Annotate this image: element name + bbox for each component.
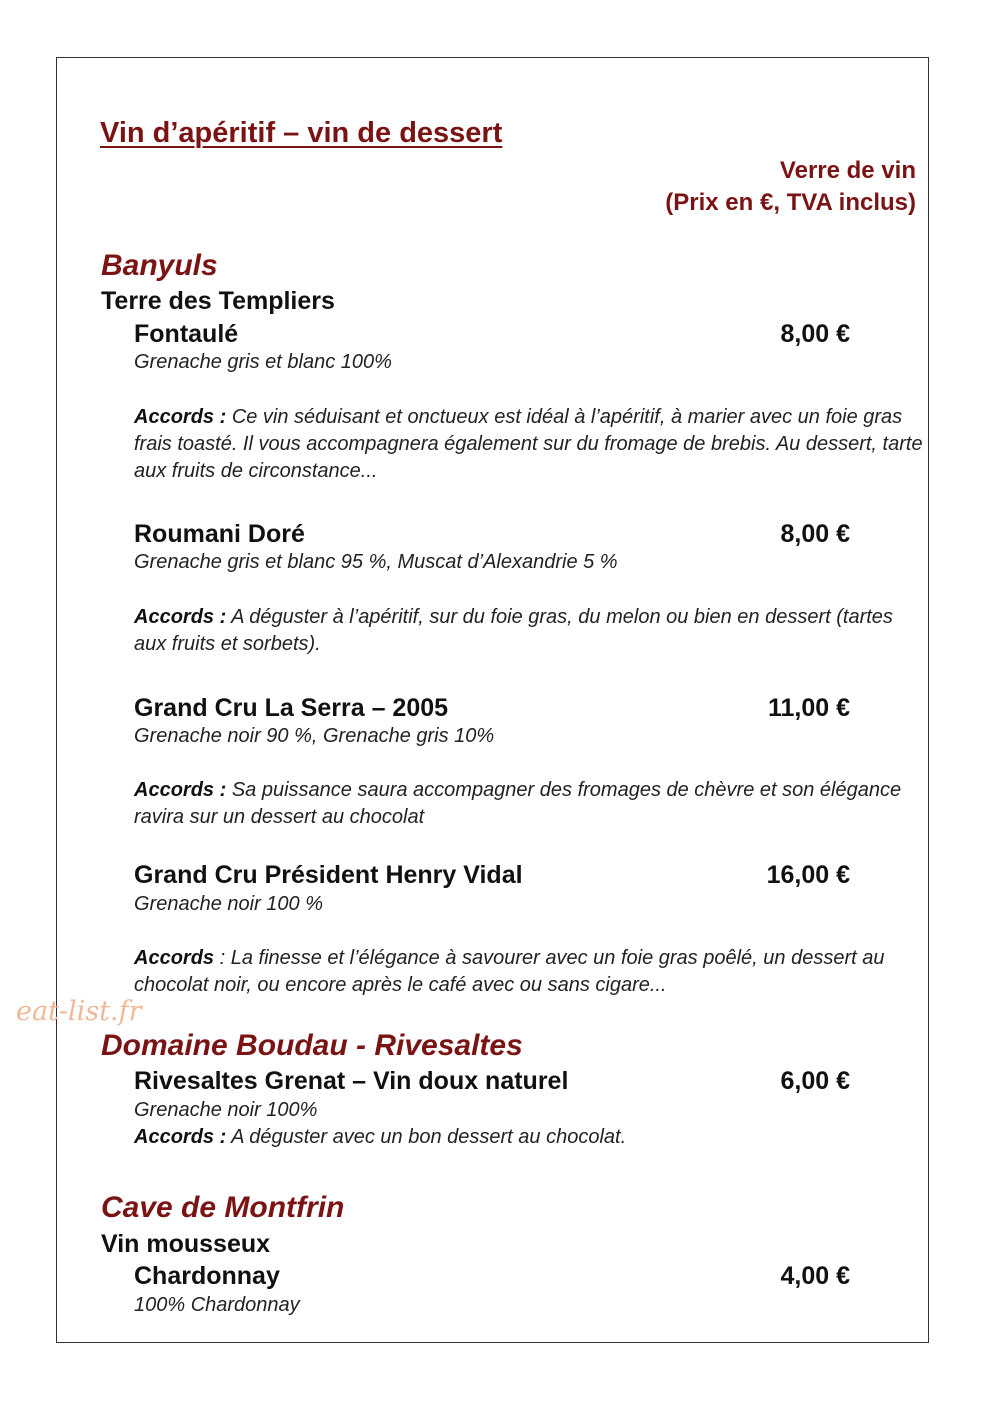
subproducer-vin-mousseux: Vin mousseux <box>101 1230 271 1258</box>
wine-price-fontaule: 8,00 € <box>780 320 850 348</box>
wine-accords-henry-vidal: Accords : La finesse et l’élégance à savourer avec un foie gras poêlé, un dessert au chocolat noir, ou encore après le café avec ou sans cigare... <box>134 947 885 996</box>
price-header-note: (Prix en €, TVA inclus) <box>665 189 916 216</box>
wine-grapes-roumani-dore: Grenache gris et blanc 95 %, Muscat d’Alexandrie 5 % <box>134 551 618 573</box>
wine-accords-rivesaltes-grenat: Accords : A déguster avec un bon dessert au chocolat. <box>134 1126 627 1148</box>
wine-name-roumani-dore: Roumani Doré <box>134 520 305 548</box>
wine-accords-fontaule: Accords : Ce vin séduisant et onctueux est idéal à l’apéritif, à marier avec un foie gras frais toasté. Il vous accompagnera également sur du fromage de brebis. Au dessert, tarte aux fruits de circonstance... <box>134 406 923 482</box>
wine-accords-la-serra: Accords : Sa puissance saura accompagner des fromages de chèvre et son élégance ravira sur un dessert au chocolat <box>134 779 902 828</box>
producer-banyuls: Banyuls <box>101 249 218 282</box>
wine-name-rivesaltes-grenat: Rivesaltes Grenat – Vin doux naturel <box>134 1067 569 1095</box>
wine-grapes-henry-vidal: Grenache noir 100 % <box>134 893 324 915</box>
wine-grapes-rivesaltes-grenat: Grenache noir 100% <box>134 1099 318 1121</box>
producer-domaine-boudau: Domaine Boudau - Rivesaltes <box>101 1029 523 1062</box>
wine-price-rivesaltes-grenat: 6,00 € <box>780 1067 850 1095</box>
wine-price-roumani-dore: 8,00 € <box>780 520 850 548</box>
producer-cave-de-montfrin: Cave de Montfrin <box>101 1191 345 1224</box>
watermark-logo: eat-list.fr <box>16 996 142 1027</box>
subproducer-terre-des-templiers: Terre des Templiers <box>101 287 335 315</box>
wine-grapes-chardonnay: 100% Chardonnay <box>134 1294 300 1316</box>
wine-price-la-serra: 11,00 € <box>767 694 850 722</box>
wine-price-henry-vidal: 16,00 € <box>766 861 850 889</box>
page-title: Vin d’apéritif – vin de dessert <box>100 117 503 149</box>
wine-name-chardonnay: Chardonnay <box>134 1262 280 1290</box>
wine-price-chardonnay: 4,00 € <box>780 1262 850 1290</box>
wine-grapes-fontaule: Grenache gris et blanc 100% <box>134 351 392 373</box>
wine-name-henry-vidal: Grand Cru Président Henry Vidal <box>134 861 523 889</box>
price-header-glass: Verre de vin <box>779 157 916 184</box>
wine-name-la-serra: Grand Cru La Serra – 2005 <box>134 694 449 722</box>
wine-name-fontaule: Fontaulé <box>134 320 239 348</box>
wine-accords-roumani-dore: Accords : A déguster à l’apéritif, sur du foie gras, du melon ou bien en dessert (tartes aux fruits et sorbets). <box>134 606 893 655</box>
wine-grapes-la-serra: Grenache noir 90 %, Grenache gris 10% <box>134 725 495 747</box>
